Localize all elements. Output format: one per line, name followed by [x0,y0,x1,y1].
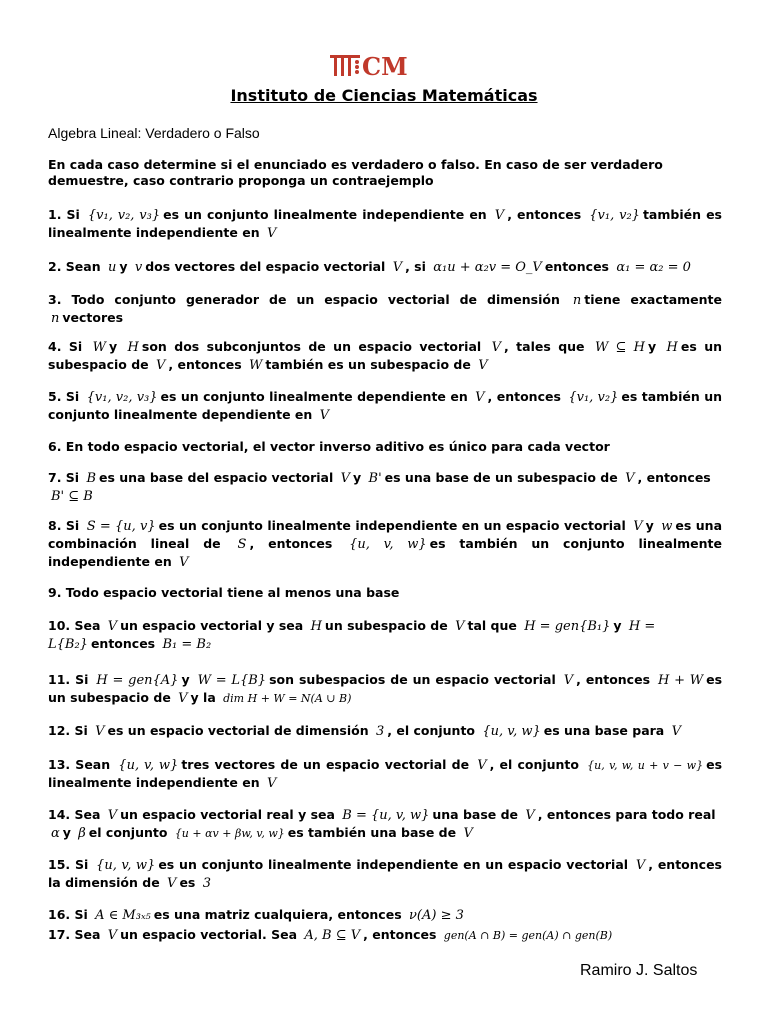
statement-text: , entonces [576,672,655,687]
math-expression: V [625,471,635,486]
statement-text: y [613,618,626,633]
instructions: En cada caso determine si el enunciado es verdadero o falso. En caso de ser verdadero demuestre, caso contrario proponga un contraejemplo [48,157,663,188]
math-expression: V [525,808,535,823]
statement-text: 7. Si [48,470,84,485]
math-expression: {v₁, v₂} [568,390,619,405]
math-expression: {u, v, w} [349,537,427,552]
statement-3 [48,291,722,327]
math-expression: {u, v, w} [96,858,156,873]
math-expression: 3 [202,876,211,891]
statement-text: es un subespacio de [48,672,723,705]
statement-text: vectores [62,310,124,325]
math-expression: V [633,519,643,534]
institution-title: Instituto de Ciencias Matemáticas [230,86,538,105]
math-expression: V [491,340,501,355]
math-expression: {u, v, w, u + v − w} [587,759,704,772]
statement-text: y [647,339,664,354]
statement-text: 6. En todo espacio vectorial, el vector inverso aditivo es único para cada vector [48,439,610,454]
statement-text: y [645,518,659,533]
math-expression: H + W [658,673,704,688]
statement-text: 5. Si [48,389,84,404]
math-expression: V [635,858,646,873]
math-expression: n [572,293,582,308]
math-expression: ν(A) ≥ 3 [409,908,464,923]
statement-text: y [108,339,125,354]
statement-text: , el conjunto [489,757,585,772]
math-expression: W ⊆ H [594,340,645,355]
math-expression: v [134,260,143,275]
math-expression: V [319,408,330,423]
math-expression: dim H + W = N(A ∪ B) [223,692,352,705]
statement-text: es una combinación lineal de [48,518,722,551]
statement-text: 13. Sean [48,757,116,772]
statement-text: tal que [467,618,522,633]
statement-text: tres vectores de un espacio vectorial de [181,757,475,772]
statement-text: es un conjunto linealmente independiente en [163,207,492,222]
statement-text: 12. Si [48,723,93,738]
statement-text: , entonces la dimensión de [48,857,722,890]
statement-text: , entonces para todo real [537,807,716,822]
statement-text: es un espacio vectorial de dimensión [107,723,373,738]
statement-text: 9. Todo espacio vectorial tiene al menos una base [48,585,400,600]
math-expression: A, B ⊆ V [304,928,361,943]
statement-2 [48,258,722,276]
statement-text: también es un subespacio de [265,357,476,372]
statement-text: es un conjunto linealmente independiente en un espacio vectorial [158,518,631,533]
math-expression: V [107,808,118,823]
math-expression: V [167,876,177,891]
math-expression: w [661,519,673,534]
math-expression: B = {u, v, w} [342,808,430,823]
statement-text: un espacio vectorial real y sea [120,807,340,822]
math-expression: H = gen{A} [96,673,179,688]
math-expression: {v₁, v₂} [589,208,640,223]
math-expression: V [478,358,488,373]
math-expression: V [392,260,403,275]
statement-text: , tales que [503,339,592,354]
math-expression: β [78,826,86,841]
math-expression: V [178,691,188,706]
statement-text: es un subespacio de [48,339,723,372]
math-expression: {u + αv + βw, v, w} [174,827,285,840]
statement-text: es linealmente independiente en [48,757,723,790]
math-expression: V [671,724,681,739]
statement-16 [48,906,722,924]
statement-text: 14. Sea [48,807,105,822]
math-expression: B' ⊆ B [51,489,93,504]
statement-17 [48,926,722,944]
math-expression: {u, v, w} [482,724,541,739]
math-expression: V [477,758,487,773]
math-expression: S = {u, v} [86,519,156,534]
math-expression: W = L{B} [197,673,267,688]
svg-text:CM: CM [362,52,408,78]
math-expression: α [51,826,60,841]
statement-text: , entonces [249,536,347,551]
math-expression: V [455,619,465,634]
statement-text: 17. Sea [48,927,105,942]
math-expression: gen(A ∩ B) = gen(A) ∩ gen(B) [443,929,613,942]
statement-text: 4. Si [48,339,90,354]
math-expression: S [237,537,247,552]
statement-text: es también una base de [287,825,461,840]
statement-text: es una base para [543,723,669,738]
statement-text: y la [190,690,221,705]
statement-5 [48,388,722,424]
statement-10 [48,617,722,653]
math-expression: V [475,390,485,405]
statement-text: , el conjunto [387,723,480,738]
statement-text: es un conjunto linealmente dependiente en [160,389,473,404]
statement-text: es también un conjunto linealmente independiente en [48,536,722,569]
math-expression: V [266,226,277,241]
statement-text: es una base del espacio vectorial [99,470,338,485]
statement-text: y [62,825,76,840]
statement-text: 15. Si [48,857,94,872]
statement-text: 1. Si [48,207,85,222]
statement-text: es [179,875,200,890]
statement-7 [48,469,722,505]
math-expression: H [310,619,322,634]
math-expression: V [563,673,574,688]
statement-text: , entonces [487,389,566,404]
statement-text: entonces [544,259,614,274]
math-expression: V [156,358,166,373]
math-expression: B [86,471,96,486]
statement-13 [48,756,722,792]
statement-text: , si [405,259,431,274]
math-expression: α₁u + α₂v = O_V [433,260,542,275]
math-expression: H = gen{B₁} [524,619,611,634]
math-expression: V [179,555,189,570]
statement-text: son dos subconjuntos de un espacio vectorial [141,339,489,354]
math-expression: V [107,928,118,943]
math-expression: V [266,776,277,791]
statement-text: son subespacios de un espacio vectorial [269,672,561,687]
math-expression: α₁ = α₂ = 0 [616,260,691,275]
statement-text: un subespacio de [324,618,453,633]
statement-text: , entonces [363,927,441,942]
statement-text: , entonces [168,357,247,372]
math-expression: n [51,311,60,326]
math-expression: B₁ = B₂ [162,637,212,652]
statement-text: es una base de un subespacio de [384,470,623,485]
statement-text: y [353,470,366,485]
math-expression: {v₁, v₂, v₃} [86,390,158,405]
statement-9 [48,584,722,601]
math-expression: B' [368,471,382,486]
math-expression: A ∈ M₃ₓ₅ [95,908,151,923]
statement-text: , entonces [507,207,587,222]
math-expression: 3 [375,724,385,739]
statement-text: tiene exactamente [584,292,722,307]
math-expression: {v₁, v₂, v₃} [87,208,161,223]
statement-text: el conjunto [88,825,172,840]
statement-text: 8. Si [48,518,84,533]
statement-text: 10. Sea [48,618,105,633]
math-expression: H [666,340,678,355]
statement-text: dos vectores del espacio vectorial [145,259,390,274]
math-expression: V [340,471,351,486]
statement-text: es una matriz cualquiera, entonces [153,907,406,922]
math-expression: {u, v, w} [118,758,179,773]
math-expression: H [127,340,139,355]
statement-4 [48,338,722,374]
statement-text: 2. Sean [48,259,105,274]
statement-text: 11. Si [48,672,94,687]
math-expression: V [494,208,505,223]
math-expression: H = L{B₂} [48,619,656,652]
statement-text: y [119,259,132,274]
statement-1 [48,206,722,242]
statement-text: es un conjunto linealmente independiente en un espacio vectorial [158,857,633,872]
statement-text: es también un conjunto linealmente dependiente en [48,389,723,422]
math-expression: V [107,619,118,634]
statement-text: 3. Todo conjunto generador de un espacio vectorial de dimensión [48,292,570,307]
statement-text: entonces [90,636,160,651]
statement-text: , entonces [637,470,711,485]
math-expression: W [249,358,263,373]
statement-text: un espacio vectorial. Sea [120,927,302,942]
statement-text: también es linealmente independiente en [48,207,722,240]
subject-title: Algebra Lineal: Verdadero o Falso [48,125,260,141]
statement-6 [48,438,722,455]
statement-text: y [181,672,195,687]
math-expression: V [463,826,473,841]
icm-logo [328,52,440,78]
statement-text: una base de [432,807,523,822]
math-expression: W [92,340,106,355]
statement-14 [48,806,722,842]
author-name: Ramiro J. Saltos [580,962,698,979]
math-expression: u [107,260,117,275]
math-expression: V [95,724,105,739]
statement-text: 16. Si [48,907,93,922]
statement-8 [48,517,722,571]
statement-12 [48,722,722,740]
statement-11 [48,671,722,707]
statement-text: un espacio vectorial y sea [120,618,308,633]
statement-15 [48,856,722,892]
